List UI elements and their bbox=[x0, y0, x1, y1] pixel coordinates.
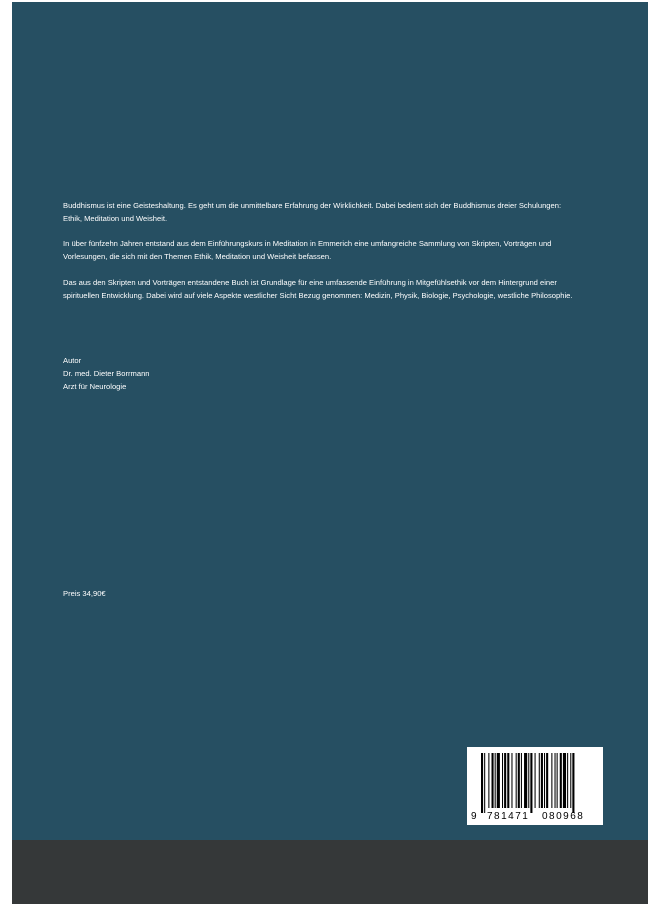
barcode-first-digit: 9 bbox=[471, 811, 477, 822]
barcode-bar bbox=[497, 753, 500, 808]
barcode-right-digits: 080968 bbox=[542, 811, 585, 822]
book-description-paragraph bbox=[63, 276, 573, 302]
price-text: Preis 34,90€ bbox=[63, 589, 106, 598]
author-name: Dr. med. Dieter Borrmann bbox=[63, 369, 150, 378]
barcode-bar bbox=[563, 753, 566, 808]
barcode-bar bbox=[544, 753, 545, 808]
barcode-bar bbox=[488, 753, 489, 808]
author-label: Autor bbox=[63, 356, 82, 365]
isbn-barcode bbox=[467, 747, 603, 825]
author-title: Arzt für Neurologie bbox=[63, 382, 127, 391]
paragraph-text: In über fünfzehn Jahren entstand aus dem Einführungskurs in Meditation in Emmerich eine umfangreiche Sammlung von Skripten, Vorträgen und Vorlesungen, die sich mit den Themen Ethik, Meditation und Weisheit befassen. bbox=[63, 239, 552, 261]
barcode-bar bbox=[495, 753, 496, 808]
history-paragraph bbox=[63, 237, 573, 263]
barcode-bar bbox=[484, 753, 485, 813]
barcode-bar bbox=[555, 753, 556, 808]
barcode-bar bbox=[567, 753, 568, 808]
barcode-graphic bbox=[467, 747, 603, 825]
intro-paragraph bbox=[63, 199, 573, 225]
barcode-bar bbox=[521, 753, 522, 808]
barcode-bar bbox=[524, 753, 527, 808]
barcode-bar bbox=[518, 753, 520, 808]
barcode-bar bbox=[511, 753, 512, 808]
barcode-bar bbox=[530, 753, 532, 813]
barcode-bar bbox=[546, 753, 548, 808]
barcode-bar bbox=[557, 753, 558, 808]
barcode-bar bbox=[539, 753, 540, 808]
barcode-bar bbox=[535, 753, 536, 808]
barcode-bar bbox=[492, 753, 494, 808]
author-block bbox=[63, 354, 150, 393]
barcode-bar bbox=[541, 753, 543, 808]
paragraph-text: Das aus den Skripten und Vorträgen entstandene Buch ist Grundlage für eine umfassende Einführung in Mitgefühlsethik vor dem Hintergrund einer spirituellen Entwicklung. Dabei wird auf viele Aspekte westlicher Sicht Bezug genommen: Medizin, Physik, Biologie, Psychologie, westliche Philosophie. bbox=[63, 278, 573, 300]
barcode-bar bbox=[516, 753, 517, 808]
barcode-bar bbox=[560, 753, 562, 808]
barcode-bars bbox=[481, 753, 574, 813]
barcode-bar bbox=[507, 753, 509, 808]
barcode-bar bbox=[528, 753, 529, 808]
barcode-bar bbox=[570, 753, 571, 808]
bottom-band bbox=[12, 840, 648, 904]
barcode-bar bbox=[504, 753, 506, 808]
paragraph-text: Buddhismus ist eine Geisteshaltung. Es geht um die unmittelbare Erfahrung der Wirklichkeit. Dabei bedient sich der Buddhismus dreier Schulungen: Ethik, Meditation und Weisheit. bbox=[63, 201, 562, 223]
back-cover bbox=[12, 2, 648, 840]
barcode-bar bbox=[551, 753, 552, 808]
barcode-left-digits: 781471 bbox=[487, 811, 530, 822]
barcode-bar bbox=[502, 753, 503, 808]
barcode-bar bbox=[481, 753, 483, 813]
barcode-bar bbox=[572, 753, 574, 813]
